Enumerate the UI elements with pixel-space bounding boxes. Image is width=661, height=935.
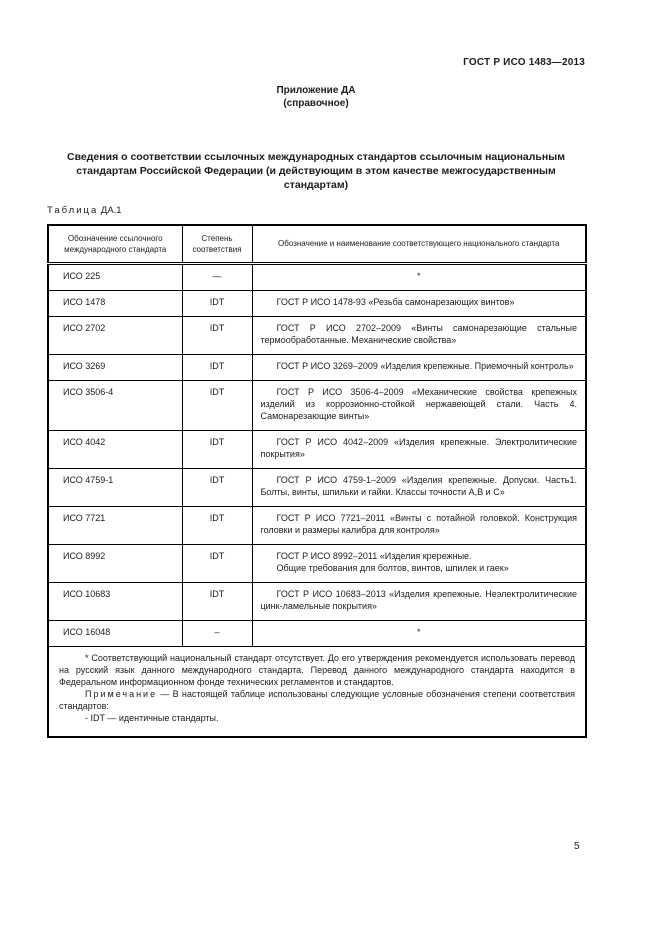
cell-degree: IDT xyxy=(182,544,252,582)
table-row xyxy=(48,544,586,582)
table-row xyxy=(48,354,586,380)
cell-designation: ИСО 16048 xyxy=(48,620,182,646)
table-row xyxy=(48,430,586,468)
cell-national-line: ГОСТ Р ИСО 8992–2011 «Изделия крережные. xyxy=(276,550,472,561)
col-header-national: Обозначение и наименование соответствующего национального стандарта xyxy=(252,225,586,263)
table-row xyxy=(48,316,586,354)
cell-designation: ИСО 4759-1 xyxy=(48,468,182,506)
table-row xyxy=(48,582,586,620)
cell-national-standard: ГОСТ Р ИСО 4042–2009 «Изделия крепежные. Электролитические покрытия» xyxy=(252,430,586,468)
cell-degree: IDT xyxy=(182,290,252,316)
page-title: Сведения о соответствии ссылочных международных стандартов ссылочным национальным стандартам Российской Федерации (и действующим в этом качестве межгосударственным стандартам) xyxy=(67,151,565,191)
annex-subtitle: (справочное) xyxy=(283,98,349,109)
footnote-note-label: Примечание xyxy=(85,688,158,699)
standards-correspondence-table xyxy=(47,224,587,738)
page-number: 5 xyxy=(574,841,580,852)
cell-national-standard xyxy=(252,544,586,582)
table-footnote-cell xyxy=(48,646,586,737)
cell-degree: IDT xyxy=(182,380,252,430)
cell-designation: ИСО 8992 xyxy=(48,544,182,582)
cell-national-standard: ГОСТ Р ИСО 3506-4–2009 «Механические свойства крепежных изделий из коррозионно-стойкой нержавеющей стали. Часть 4. Самонарезающие винты» xyxy=(252,380,586,430)
annex-heading xyxy=(47,84,585,110)
page-content xyxy=(47,0,585,738)
cell-designation: ИСО 3506-4 xyxy=(48,380,182,430)
cell-degree: IDT xyxy=(182,316,252,354)
cell-national-standard: ГОСТ Р ИСО 1478-93 «Резьба самонарезающих винтов» xyxy=(252,290,586,316)
table-row xyxy=(48,263,586,290)
cell-degree: IDT xyxy=(182,582,252,620)
col-header-degree: Степень соответствия xyxy=(182,225,252,263)
footnote-note-item: - IDT — идентичные стандарты. xyxy=(85,712,219,723)
cell-national-standard: ГОСТ Р ИСО 4759-1–2009 «Изделия крепежные. Допуски. Часть1. Болты, винты, шпильки и гайки. Классы точности А,В и С» xyxy=(252,468,586,506)
footnote-asterisk-text: * Соответствующий национальный стандарт отсутствует. До его утверждения рекомендуется использовать перевод на русский язык данного международного стандарта. Перевод данного международного стандарта находится в Федеральном информационном фонде технических регламентов и стандартов. xyxy=(59,652,575,687)
table-footnote-row xyxy=(48,646,586,737)
table-row xyxy=(48,620,586,646)
cell-national-standard: * xyxy=(252,620,586,646)
cell-designation: ИСО 10683 xyxy=(48,582,182,620)
cell-degree: IDT xyxy=(182,506,252,544)
cell-national-standard: * xyxy=(252,263,586,290)
doc-header-number: ГОСТ Р ИСО 1483—2013 xyxy=(463,57,585,68)
table-header-row xyxy=(48,225,586,263)
cell-degree: IDT xyxy=(182,468,252,506)
cell-national-standard: ГОСТ Р ИСО 7721–2011 «Винты с потайной головкой. Конструкция головки и размеры калибра для контроля» xyxy=(252,506,586,544)
cell-degree: — xyxy=(182,263,252,290)
footnote-note xyxy=(59,688,575,712)
cell-national-line: Общие требования для болтов, винтов, шпилек и гаек» xyxy=(276,562,509,573)
footnote-note-text: — В настоящей таблице использованы следующие условные обозначения степени соответствия стандартов: xyxy=(59,688,575,711)
table-row xyxy=(48,380,586,430)
cell-national-standard: ГОСТ Р ИСО 3269–2009 «Изделия крепежные. Приемочный контроль» xyxy=(252,354,586,380)
cell-designation: ИСО 4042 xyxy=(48,430,182,468)
cell-national-standard: ГОСТ Р ИСО 2702–2009 «Винты самонарезающие стальные термообработанные. Механические свойства» xyxy=(252,316,586,354)
cell-designation: ИСО 1478 xyxy=(48,290,182,316)
cell-designation: ИСО 225 xyxy=(48,263,182,290)
table-label-number: ДА.1 xyxy=(100,205,122,216)
table-row xyxy=(48,506,586,544)
cell-designation: ИСО 3269 xyxy=(48,354,182,380)
table-label-word: Таблица xyxy=(47,205,99,216)
cell-degree: IDT xyxy=(182,354,252,380)
cell-national-standard: ГОСТ Р ИСО 10683–2013 «Изделия крепежные. Неэлектролитические цинк-ламельные покрытия» xyxy=(252,582,586,620)
cell-degree: IDT xyxy=(182,430,252,468)
table-label xyxy=(47,205,585,216)
col-header-designation: Обозначение ссылочного международного стандарта xyxy=(48,225,182,263)
annex-title: Приложение ДА xyxy=(276,85,356,96)
table-row xyxy=(48,290,586,316)
cell-designation: ИСО 7721 xyxy=(48,506,182,544)
cell-designation: ИСО 2702 xyxy=(48,316,182,354)
cell-degree: – xyxy=(182,620,252,646)
table-row xyxy=(48,468,586,506)
